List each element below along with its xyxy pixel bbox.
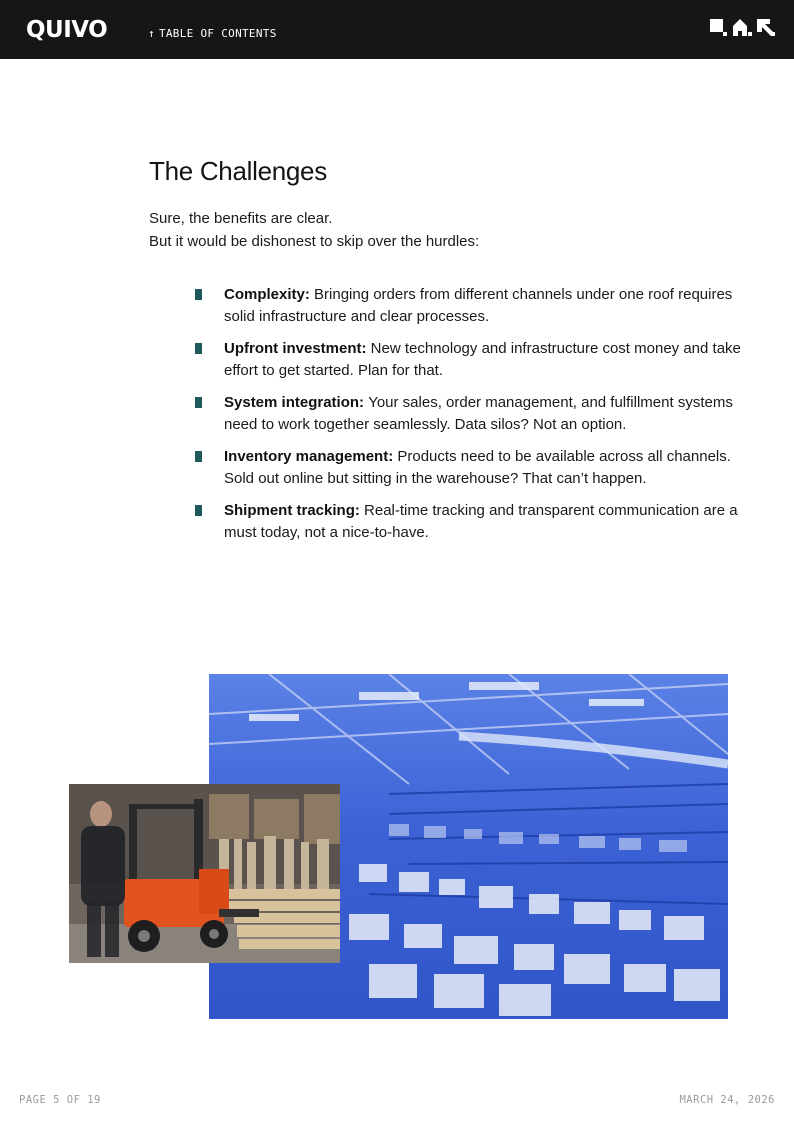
quivo-logo[interactable]: QUIVO	[26, 17, 108, 43]
square-bullet-icon	[195, 505, 202, 516]
challenge-term: Shipment tracking:	[224, 502, 365, 519]
challenge-term: Upfront investment:	[224, 340, 371, 357]
challenge-term: System integration:	[224, 394, 369, 411]
table-of-contents-link[interactable]	[148, 27, 277, 41]
square-bullet-icon	[195, 397, 202, 408]
document-date: MARCH 24, 2026	[679, 1094, 775, 1106]
challenges-list	[195, 284, 745, 554]
square-bullet-icon	[195, 451, 202, 462]
square-bullet-icon	[195, 289, 202, 300]
challenge-text: New technology and infrastructure cost money and take effort to get started. Plan for that.	[224, 340, 741, 379]
list-item	[195, 392, 745, 435]
page-number: PAGE 5 OF 19	[19, 1094, 101, 1106]
challenge-text: Bringing orders from different channels under one roof requires solid infrastructure and clear processes.	[224, 286, 733, 325]
list-item	[195, 500, 745, 543]
list-item	[195, 446, 745, 489]
challenge-text: Real-time tracking and transparent communication are a must today, not a nice-to-have.	[224, 502, 738, 541]
intro-line-2: But it would be dishonest to skip over the hurdles:	[149, 233, 480, 250]
challenge-text: Products need to be available across all channels. Sold out online but sitting in the warehouse? That can’t happen.	[224, 448, 731, 487]
list-item	[195, 284, 745, 327]
intro-text	[149, 207, 649, 253]
intro-line-1: Sure, the benefits are clear.	[149, 210, 333, 227]
square-bullet-icon	[195, 343, 202, 354]
challenge-term: Inventory management:	[224, 448, 398, 465]
quivo-block-mark-icon	[710, 18, 776, 40]
toc-label: TABLE OF CONTENTS	[158, 27, 277, 40]
arrow-up-icon: ↑	[148, 27, 155, 40]
challenge-term: Complexity:	[224, 286, 315, 303]
forklift-worker-photo	[69, 784, 340, 963]
challenge-text: Your sales, order management, and fulfillment systems need to work together seamlessly. Data silos? Not an option.	[224, 394, 733, 433]
list-item	[195, 338, 745, 381]
page-title: The Challenges	[149, 156, 327, 186]
header-bar	[0, 0, 794, 59]
